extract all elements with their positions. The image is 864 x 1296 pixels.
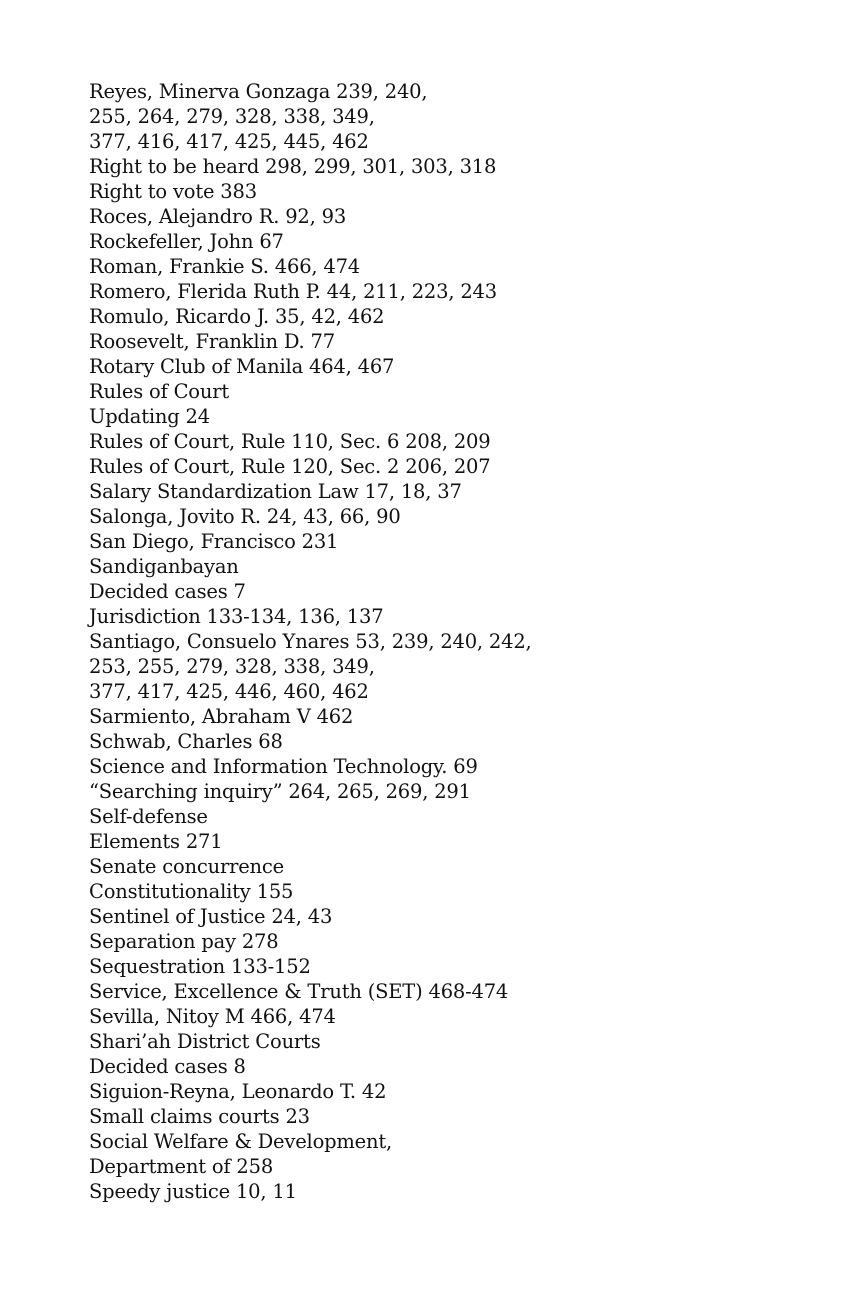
index-entry-continuation: 377, 417, 425, 446, 460, 462 [89, 680, 369, 703]
index-entry: San Diego, Francisco 231 [89, 530, 339, 553]
index-subentry: Decided cases 7 [89, 580, 246, 603]
index-entry-continuation: 253, 255, 279, 328, 338, 349, [89, 655, 375, 678]
index-entry: Salary Standardization Law 17, 18, 37 [89, 480, 462, 503]
index-entry: Roosevelt, Franklin D. 77 [89, 330, 335, 353]
index-entry: Sentinel of Justice 24, 43 [89, 905, 333, 928]
index-entry: Roces, Alejandro R. 92, 93 [89, 205, 347, 228]
index-entry-continuation: 377, 416, 417, 425, 445, 462 [89, 130, 369, 153]
index-entry: Separation pay 278 [89, 930, 279, 953]
index-entry: Rockefeller, John 67 [89, 230, 284, 253]
index-entry: Rules of Court, Rule 110, Sec. 6 208, 209 [89, 430, 491, 453]
index-entry: Sarmiento, Abraham V 462 [89, 705, 354, 728]
index-entry: Senate concurrence [89, 855, 284, 878]
index-entry: Reyes, Minerva Gonzaga 239, 240, [89, 80, 428, 103]
index-entry: Santiago, Consuelo Ynares 53, 239, 240, 242, [89, 630, 532, 653]
index-entry: Siguion-Reyna, Leonardo T. 42 [89, 1080, 387, 1103]
index-entry: “Searching inquiry” 264, 265, 269, 291 [89, 780, 471, 803]
index-subentry: Constitutionality 155 [89, 880, 294, 903]
index-entry: Social Welfare & Development, [89, 1130, 393, 1153]
index-entry-continuation: Department of 258 [89, 1155, 274, 1178]
index-entry: Salonga, Jovito R. 24, 43, 66, 90 [89, 505, 401, 528]
index-entry: Shari’ah District Courts [89, 1030, 321, 1053]
index-subentry: Jurisdiction 133-134, 136, 137 [89, 605, 384, 628]
index-entry: Sevilla, Nitoy M 466, 474 [89, 1005, 336, 1028]
index-entry: Speedy justice 10, 11 [89, 1180, 297, 1203]
index-entry: Sequestration 133-152 [89, 955, 311, 978]
index-entry: Romero, Flerida Ruth P. 44, 211, 223, 243 [89, 280, 497, 303]
index-entry: Rules of Court [89, 380, 229, 403]
index-entry: Right to be heard 298, 299, 301, 303, 318 [89, 155, 497, 178]
index-entry: Rules of Court, Rule 120, Sec. 2 206, 207 [89, 455, 491, 478]
index-entry: Service, Excellence & Truth (SET) 468-474 [89, 980, 509, 1003]
index-entry: Sandiganbayan [89, 555, 239, 578]
index-subentry: Updating 24 [89, 405, 210, 428]
index-entry: Right to vote 383 [89, 180, 257, 203]
index-entry: Schwab, Charles 68 [89, 730, 283, 753]
index-subentry: Elements 271 [89, 830, 223, 853]
index-list [89, 79, 532, 1204]
index-entry: Science and Information Technology. 69 [89, 755, 478, 778]
index-entry: Rotary Club of Manila 464, 467 [89, 355, 395, 378]
index-entry-continuation: 255, 264, 279, 328, 338, 349, [89, 105, 375, 128]
index-entry: Roman, Frankie S. 466, 474 [89, 255, 361, 278]
index-subentry: Decided cases 8 [89, 1055, 246, 1078]
index-entry: Self-defense [89, 805, 208, 828]
index-entry: Romulo, Ricardo J. 35, 42, 462 [89, 305, 385, 328]
index-entry: Small claims courts 23 [89, 1105, 310, 1128]
